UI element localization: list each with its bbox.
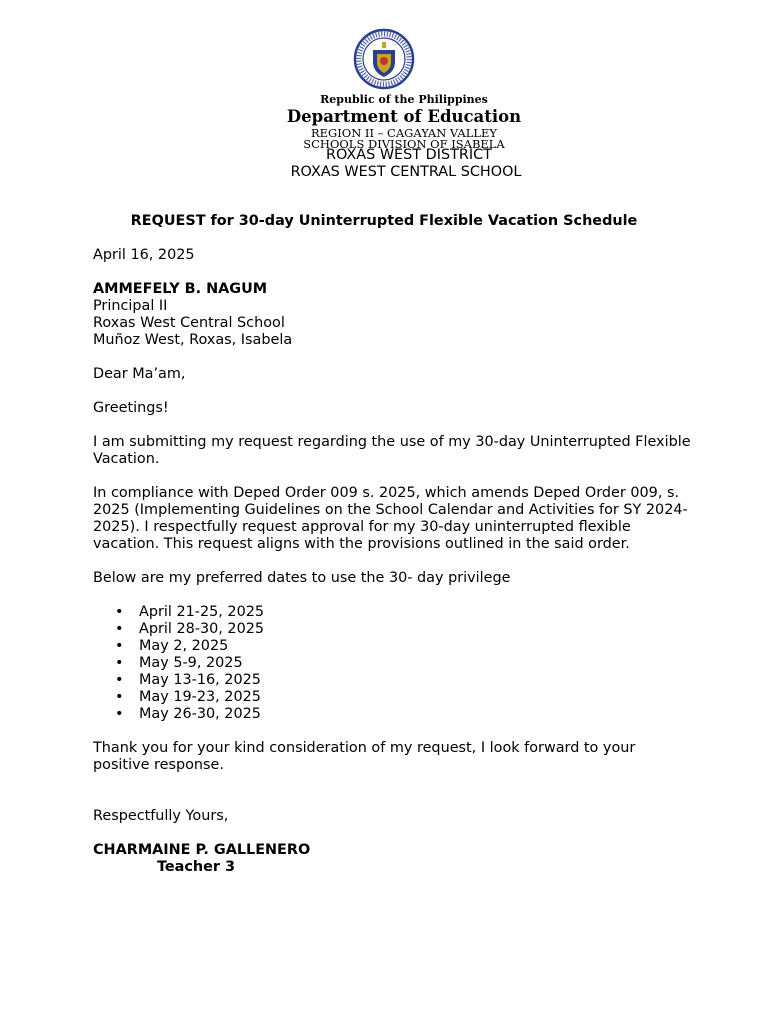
recipient-name: AMMEFELY B. NAGUM xyxy=(93,281,268,297)
letterhead xyxy=(0,28,768,181)
preferred-dates-list xyxy=(93,604,693,723)
bullet-icon: • xyxy=(115,706,124,722)
school-line: ROXAS WEST CENTRAL SCHOOL xyxy=(290,164,522,180)
recipient-position: Principal II xyxy=(93,298,168,314)
list-item: • May 2, 2025 xyxy=(115,638,229,654)
letter-body xyxy=(93,247,693,876)
letter-title xyxy=(0,213,768,230)
bullet-icon: • xyxy=(115,655,124,671)
bullet-icon: • xyxy=(115,672,124,688)
list-item: • May 13-16, 2025 xyxy=(115,672,261,688)
list-item: • May 26-30, 2025 xyxy=(115,706,261,722)
signatory-name: CHARMAINE P. GALLENERO xyxy=(93,842,311,858)
closing-paragraph: Thank you for your kind consideration of my request, I look forward to your positive response. xyxy=(93,740,636,773)
bullet-icon: • xyxy=(115,621,124,637)
region-line: REGION II – CAGAYAN VALLEY xyxy=(310,126,498,140)
paragraph-compliance: In compliance with Deped Order 009 s. 2025, which amends Deped Order 009, s. 2025 (Implementing Guidelines on the School Calendar and Activities for SY 2024-2025). I respectfully request approval for my 30-day uninterrupted flexible vacation. This request aligns with the provisions outlined in the said order. xyxy=(93,485,688,552)
district-line: ROXAS WEST DISTRICT xyxy=(326,147,492,163)
republic-line: Republic of the Philippines xyxy=(320,93,488,106)
recipient-address: Muñoz West, Roxas, Isabela xyxy=(93,332,293,348)
signatory-title: Teacher 3 xyxy=(157,859,236,875)
salutation: Dear Ma’am, xyxy=(93,366,186,382)
recipient-school: Roxas West Central School xyxy=(93,315,285,331)
list-item: • May 5-9, 2025 xyxy=(115,655,243,671)
paragraph-request: I am submitting my request regarding the use of my 30-day Uninterrupted Flexible Vacation. xyxy=(93,434,691,467)
division-line: SCHOOLS DIVISION OF ISABELA xyxy=(303,137,505,151)
list-item: • April 21-25, 2025 xyxy=(115,604,265,620)
deped-seal-icon xyxy=(353,28,415,90)
bullet-icon: • xyxy=(115,638,124,654)
list-item: • May 19-23, 2025 xyxy=(115,689,261,705)
bullet-icon: • xyxy=(115,604,124,620)
closing: Respectfully Yours, xyxy=(93,808,229,824)
list-item: • April 28-30, 2025 xyxy=(115,621,265,637)
letter-date: April 16, 2025 xyxy=(93,247,195,263)
letter-title-text: REQUEST for 30-day Uninterrupted Flexible Vacation Schedule xyxy=(130,213,638,229)
paragraph-dates-intro: Below are my preferred dates to use the 30- day privilege xyxy=(93,570,511,586)
bullet-icon: • xyxy=(115,689,124,705)
greeting: Greetings! xyxy=(93,400,169,416)
department-name: Department of Education xyxy=(286,107,522,126)
